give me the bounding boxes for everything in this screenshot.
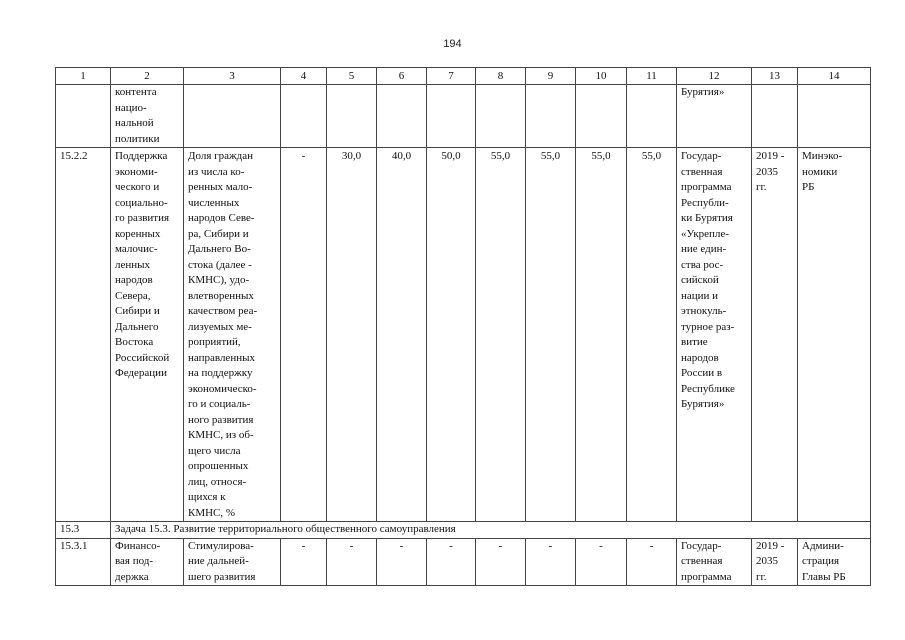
header-cell: 13 [752,68,798,85]
value-cell: - [526,538,576,586]
value-cell: - [427,538,476,586]
responsible-cell: Минэко- номики РБ [798,148,871,522]
table-row-continuation [56,85,871,148]
value-cell [526,85,576,148]
value-cell: 50,0 [427,148,476,522]
header-cell: 6 [377,68,427,85]
task-title-cell: Задача 15.3. Развитие территориального общественного самоуправления [111,522,871,539]
name-cell: контента нацио- нальной политики [111,85,184,148]
value-cell: - [327,538,377,586]
period-cell: 2019 - 2035 гг. [752,148,798,522]
indicators-table [55,67,871,586]
table-header-row [56,68,871,85]
table-row-task-15-3 [56,522,871,539]
code-cell: 15.3 [56,522,111,539]
value-cell: - [627,538,677,586]
header-cell: 5 [327,68,377,85]
value-cell [327,85,377,148]
value-cell [627,85,677,148]
value-cell: - [576,538,627,586]
code-cell [56,85,111,148]
program-cell: Государ- ственная программа [677,538,752,586]
header-cell: 10 [576,68,627,85]
code-cell: 15.3.1 [56,538,111,586]
value-cell [576,85,627,148]
header-cell: 4 [281,68,327,85]
header-cell: 1 [56,68,111,85]
value-cell: - [281,148,327,522]
period-cell: 2019 - 2035 гг. [752,538,798,586]
indicator-cell [184,85,281,148]
header-cell: 2 [111,68,184,85]
value-cell: 30,0 [327,148,377,522]
program-cell: Государ- ственная программа Республи- ки Бурятия «Укрепле- ние един- ства рос- сийской нации и этнокуль- турное раз- витие народов России в Республике Бурятия» [677,148,752,522]
table-row-15-3-1 [56,538,871,586]
header-cell: 11 [627,68,677,85]
value-cell: 55,0 [476,148,526,522]
header-cell: 14 [798,68,871,85]
value-cell: 40,0 [377,148,427,522]
header-cell: 7 [427,68,476,85]
value-cell [427,85,476,148]
value-cell: 55,0 [526,148,576,522]
value-cell: 55,0 [627,148,677,522]
program-cell: Бурятия» [677,85,752,148]
indicator-cell: Стимулирова- ние дальней- шего развития [184,538,281,586]
header-cell: 3 [184,68,281,85]
indicator-cell: Доля граждан из числа ко- ренных мало- численных народов Севе- ра, Сибири и Дальнего Во- стока (далее - КМНС), удо- влетворенных качеством реа- лизуемых ме- роприятий, направленных на поддержку экономическо- го и социаль- ного развития КМНС, из об- щего числа опрошенных лиц, относя- щихся к КМНС, % [184,148,281,522]
value-cell [476,85,526,148]
code-cell: 15.2.2 [56,148,111,522]
page-number: 194 [443,38,462,50]
value-cell [377,85,427,148]
responsible-cell [798,85,871,148]
responsible-cell: Админи- страция Главы РБ [798,538,871,586]
header-cell: 12 [677,68,752,85]
value-cell: - [476,538,526,586]
value-cell: - [377,538,427,586]
header-cell: 8 [476,68,526,85]
table-row-15-2-2 [56,148,871,522]
header-cell: 9 [526,68,576,85]
name-cell: Поддержка экономи- ческого и социально- го развития коренных малочис- ленных народов Севера, Сибири и Дальнего Востока Российской Федерации [111,148,184,522]
value-cell: 55,0 [576,148,627,522]
value-cell: - [281,538,327,586]
value-cell [281,85,327,148]
period-cell [752,85,798,148]
name-cell: Финансо- вая под- держка [111,538,184,586]
